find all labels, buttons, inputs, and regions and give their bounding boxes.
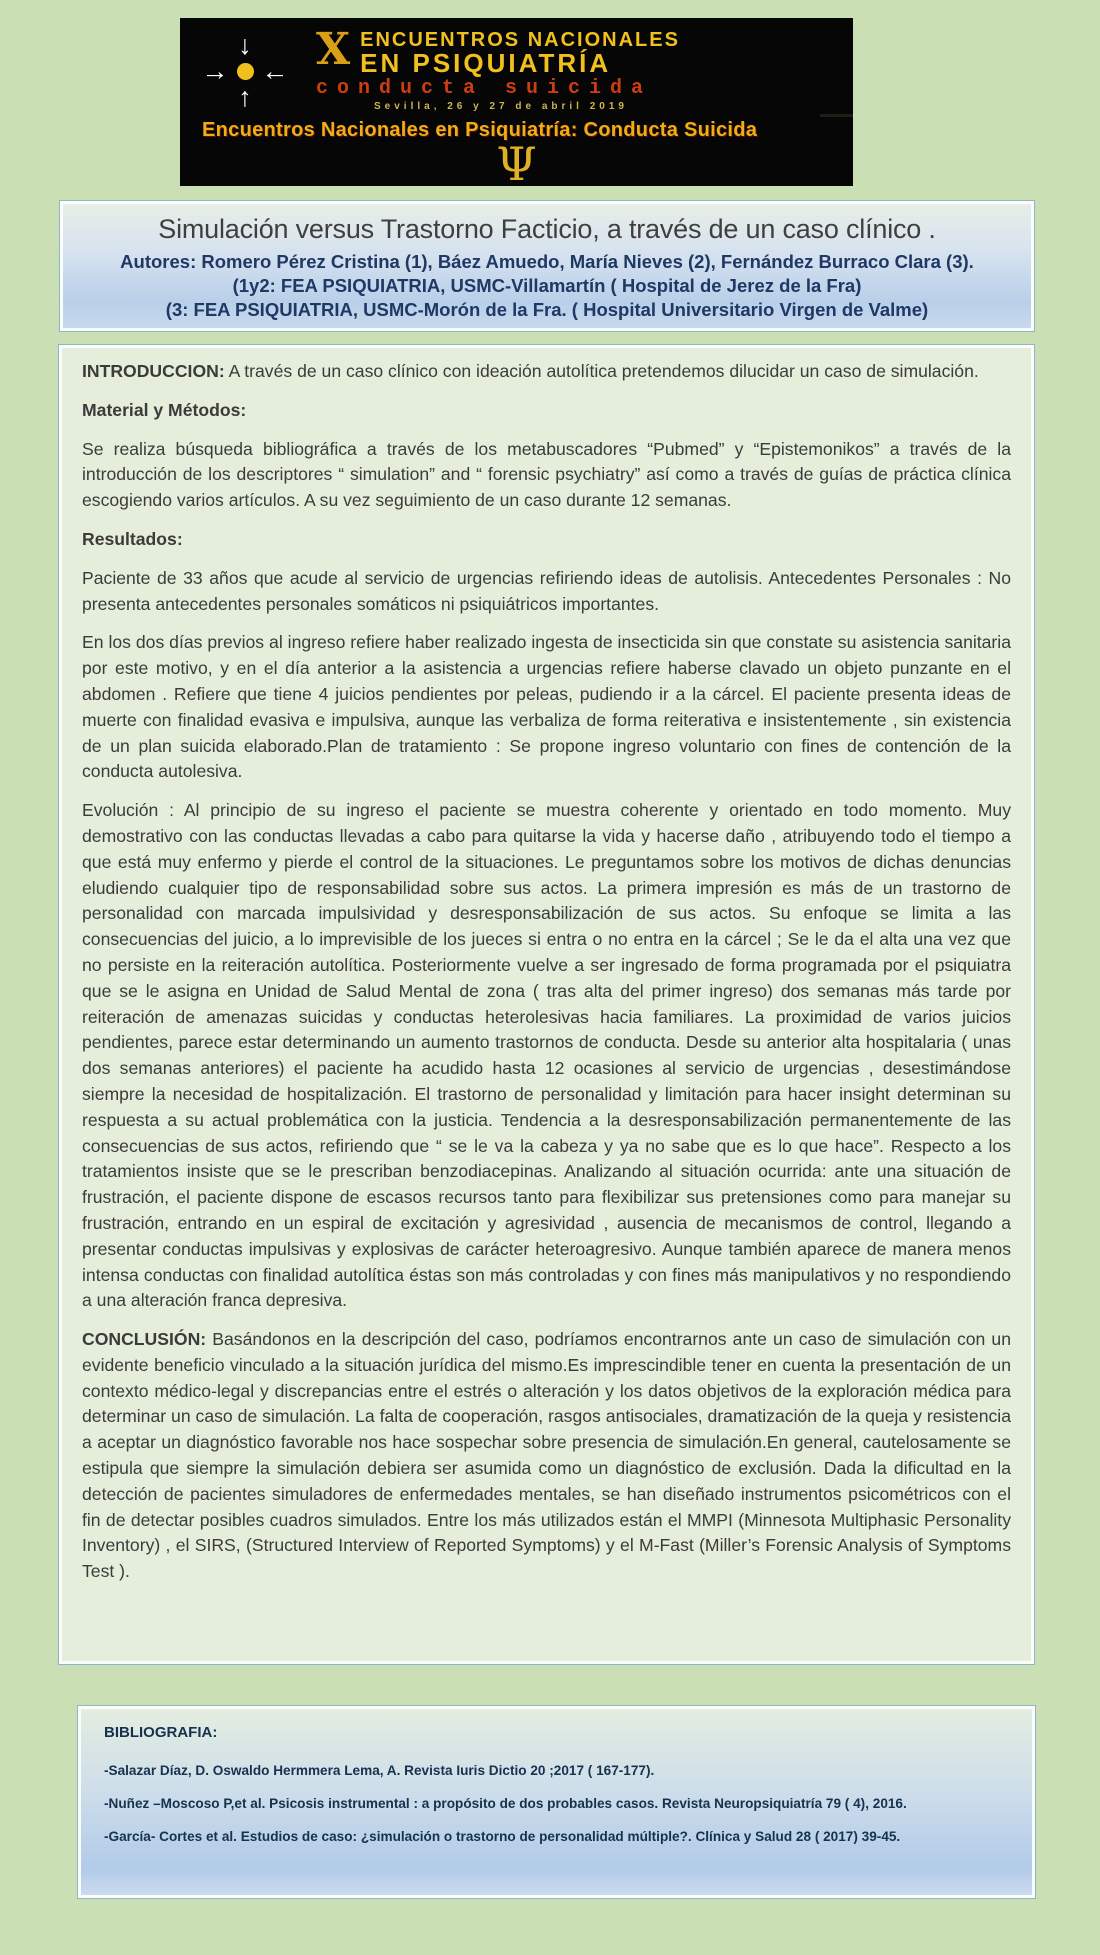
body-panel [58, 344, 1035, 1665]
title-panel [59, 200, 1035, 332]
bibliography-item: -García- Cortes et al. Estudios de caso: ¿simulación o trastorno de personalidad múltiple?. Clínica y Salud 28 ( 2017) 39-45. [104, 1829, 901, 1844]
results-paragraph-1: Paciente de 33 años que acude al servicio de urgencias refiriendo ideas de autolisis. Antecedentes Personales : No presenta antecedentes personales somáticos ni psiquiátricos importantes. [82, 567, 1011, 614]
poster-title: Simulación versus Trastorno Facticio, a través de un caso clínico . [158, 214, 936, 244]
banner-title-line2: EN PSIQUIATRÍA [360, 48, 612, 78]
introduction-text: A través de un caso clínico con ideación autolítica pretendemos dilucidar un caso de simulación. [224, 361, 979, 381]
congress-banner [180, 18, 853, 186]
results-heading: Resultados: [82, 528, 183, 549]
psi-symbol: Ψ [496, 137, 537, 186]
roman-numeral-x: X [316, 24, 351, 75]
bibliography-content [78, 1706, 1035, 1845]
banner-location-date: Sevilla, 26 y 27 de abril 2019 [374, 101, 628, 112]
results-paragraph-2: En los dos días previos al ingreso refiere haber realizado ingesta de insecticida sin que constate su asistencia sanitaria por este motivo, y en el día anterior a la asistencia a urgencias refiere haberse clavado un objeto punzante en el abdomen . Refiere que tiene 4 juicios pendientes por peleas, pudiendo ir a la cárcel. El paciente presenta ideas de muerte con finalidad evasiva e impulsiva, aunque las verbaliza de forma reiterativa e insistentemente , sin existencia de un plan suicida elaborado.Plan de tratamiento : Se propone ingreso voluntario con fines de contención de la conducta autolesiva. [82, 632, 1011, 782]
body-text-column [59, 345, 1034, 1585]
poster-authors: Autores: Romero Pérez Cristina (1), Báez Amuedo, María Nieves (2), Fernández Burraco Clara (3). [120, 251, 974, 272]
conclusion-text: Basándonos en la descripción del caso, podríamos encontrarnos ante un caso de simulación con un evidente beneficio vinculado a la situación jurídica del mismo.Es imprescindible tener en cuenta la presentación de un contexto médico-legal y discrepancias entre el estrés o alteración y los datos objetivos de la exploración médica para determinar un caso de simulación. La falta de cooperación, rasgos antisociales, dramatización de la queja y resistencia a aceptar un diagnóstico favorable nos hace sospechar sobre presencia de simulación.En general, cautelosamente se estipula que siempre la simulación debiera ser asumida como un diagnóstico de exclusión. Dada la dificultad en la detección de pacientes simuladores de enfermedades mentales, se han diseñado instrumentos psicométricos con el fin de detectar posibles cuadros simulados. Entre los más utilizados están el MMPI (Minnesota Multiphasic Personality Inventory) , el SIRS, (Structured Interview of Reported Symptoms) y el M-Fast (Miller’s Forensic Analysis of Symptoms Test ). [82, 1329, 1011, 1582]
poster-affiliation-2: (3: FEA PSIQUIATRIA, USMC-Morón de la Fra. ( Hospital Universitario Virgen de Valme) [165, 299, 929, 320]
bibliography-item: -Salazar Díaz, D. Oswaldo Hermmera Lema, A. Revista Iuris Dictio 20 ;2017 ( 167-177). [104, 1763, 655, 1778]
banner-text-block [316, 24, 680, 112]
down-arrow-icon: ↓ [238, 29, 252, 60]
bibliography-panel [77, 1705, 1036, 1899]
caption-underline-decoration [820, 114, 853, 117]
banner-title-lines [360, 30, 680, 76]
conclusion-label: CONCLUSIÓN: [82, 1329, 207, 1350]
banner-title-line1: ENCUENTROS NACIONALES [360, 29, 680, 51]
bibliography-heading: BIBLIOGRAFIA: [104, 1724, 218, 1741]
banner-caption: Encuentros Nacionales en Psiquiatría: Conducta Suicida [202, 119, 758, 141]
converging-arrows-logo [200, 29, 290, 112]
right-arrow-icon: → [201, 55, 229, 86]
banner-subtitle: conducta suicida [316, 77, 653, 100]
up-arrow-icon: ↑ [238, 81, 252, 112]
center-dot-icon [237, 63, 254, 80]
poster-affiliation-1: (1y2: FEA PSIQUIATRIA, USMC-Villamartín ( Hospital de Jerez de la Fra) [232, 275, 862, 296]
left-arrow-icon: ← [261, 55, 289, 86]
conclusion-paragraph [82, 1327, 1011, 1585]
bibliography-item: -Nuñez –Moscoso P,et al. Psicosis instrumental : a propósito de dos probables casos. Revista Neuropsiquiatría 79 ( 4), 2016. [104, 1796, 907, 1811]
results-paragraph-3: Evolución : Al principio de su ingreso el paciente se muestra coherente y orientado en todo momento. Muy demostrativo con las conductas llevadas a cabo para quitarse la vida y hacerse daño , atribuyendo todo el tiempo a que está muy enfermo y pierde el control de la situaciones. Le preguntamos sobre los motivos de dichas denuncias eludiendo cualquier tipo de responsabilidad sobre sus actos. La primera impresión es más de un trastorno de personalidad con marcada impulsividad y desresponsabilización de sus actos. Su enfoque se limita a las consecuencias del juicio, a lo imprevisible de los jueces si entra o no entra en la cárcel ; Se le da el alta una vez que no persiste en la reiteración autolítica. Posteriormente vuelve a ser ingresado de forma programada por el psiquiatra que se le asigna en Unidad de Salud Mental de zona ( tras alta del primer ingreso) dos semanas más tarde por reiteración de amenazas suicidas y conductas heterolesivas hacia familiares. La proximidad de varios juicios pendientes, parece estar determinando un aumento trastornos de conducta. Desde su anterior alta hospitalaria ( unas dos semanas anteriores) el paciente ha acudido hasta 12 ocasiones al servicio de urgencias , desestimándose siempre la necesidad de hospitalización. El trastorno de personalidad y limitación para hacer insight determinan su respuesta a su actual problemática con la justicia. Tendencia a la desresponsabilización permanentemente de las consecuencias de sus actos, refiriendo que “ se le va la cabeza y ya no sabe que es lo que hace”. Respecto a los tratamientos insiste que se le prescriban benzodiacepinas. Analizando al situación ocurrida: ante una situación de frustración, el paciente dispone de escasos recursos tanto para flexibilizar sus pretensiones como para manejar su frustración, entrando en un espiral de excitación y agresividad , ausencia de mecanismos de control, llegando a presentar conductas impulsivas y explosivas de carácter heteroagresivo. Aunque también aparece de manera menos intensa conductas con finalidad autolítica éstas son más controladas y con fines más manipulativos y no respondiendo a una alteración franca depresiva. [82, 800, 1011, 1311]
introduction-paragraph [82, 359, 1011, 385]
methods-heading: Material y Métodos: [82, 399, 247, 420]
banner-top-row [180, 18, 853, 112]
methods-paragraph: Se realiza búsqueda bibliográfica a través de los metabuscadores “Pubmed” y “Epistemonikos” a través de la introducción de los descriptores “ simulation” and “ forensic psychiatry” así como a través de guías de práctica clínica escogiendo varios artículos. A su vez seguimiento de un caso durante 12 semanas. [82, 438, 1011, 511]
introduction-label: INTRODUCCION: [82, 361, 225, 381]
banner-title-row [316, 24, 680, 78]
